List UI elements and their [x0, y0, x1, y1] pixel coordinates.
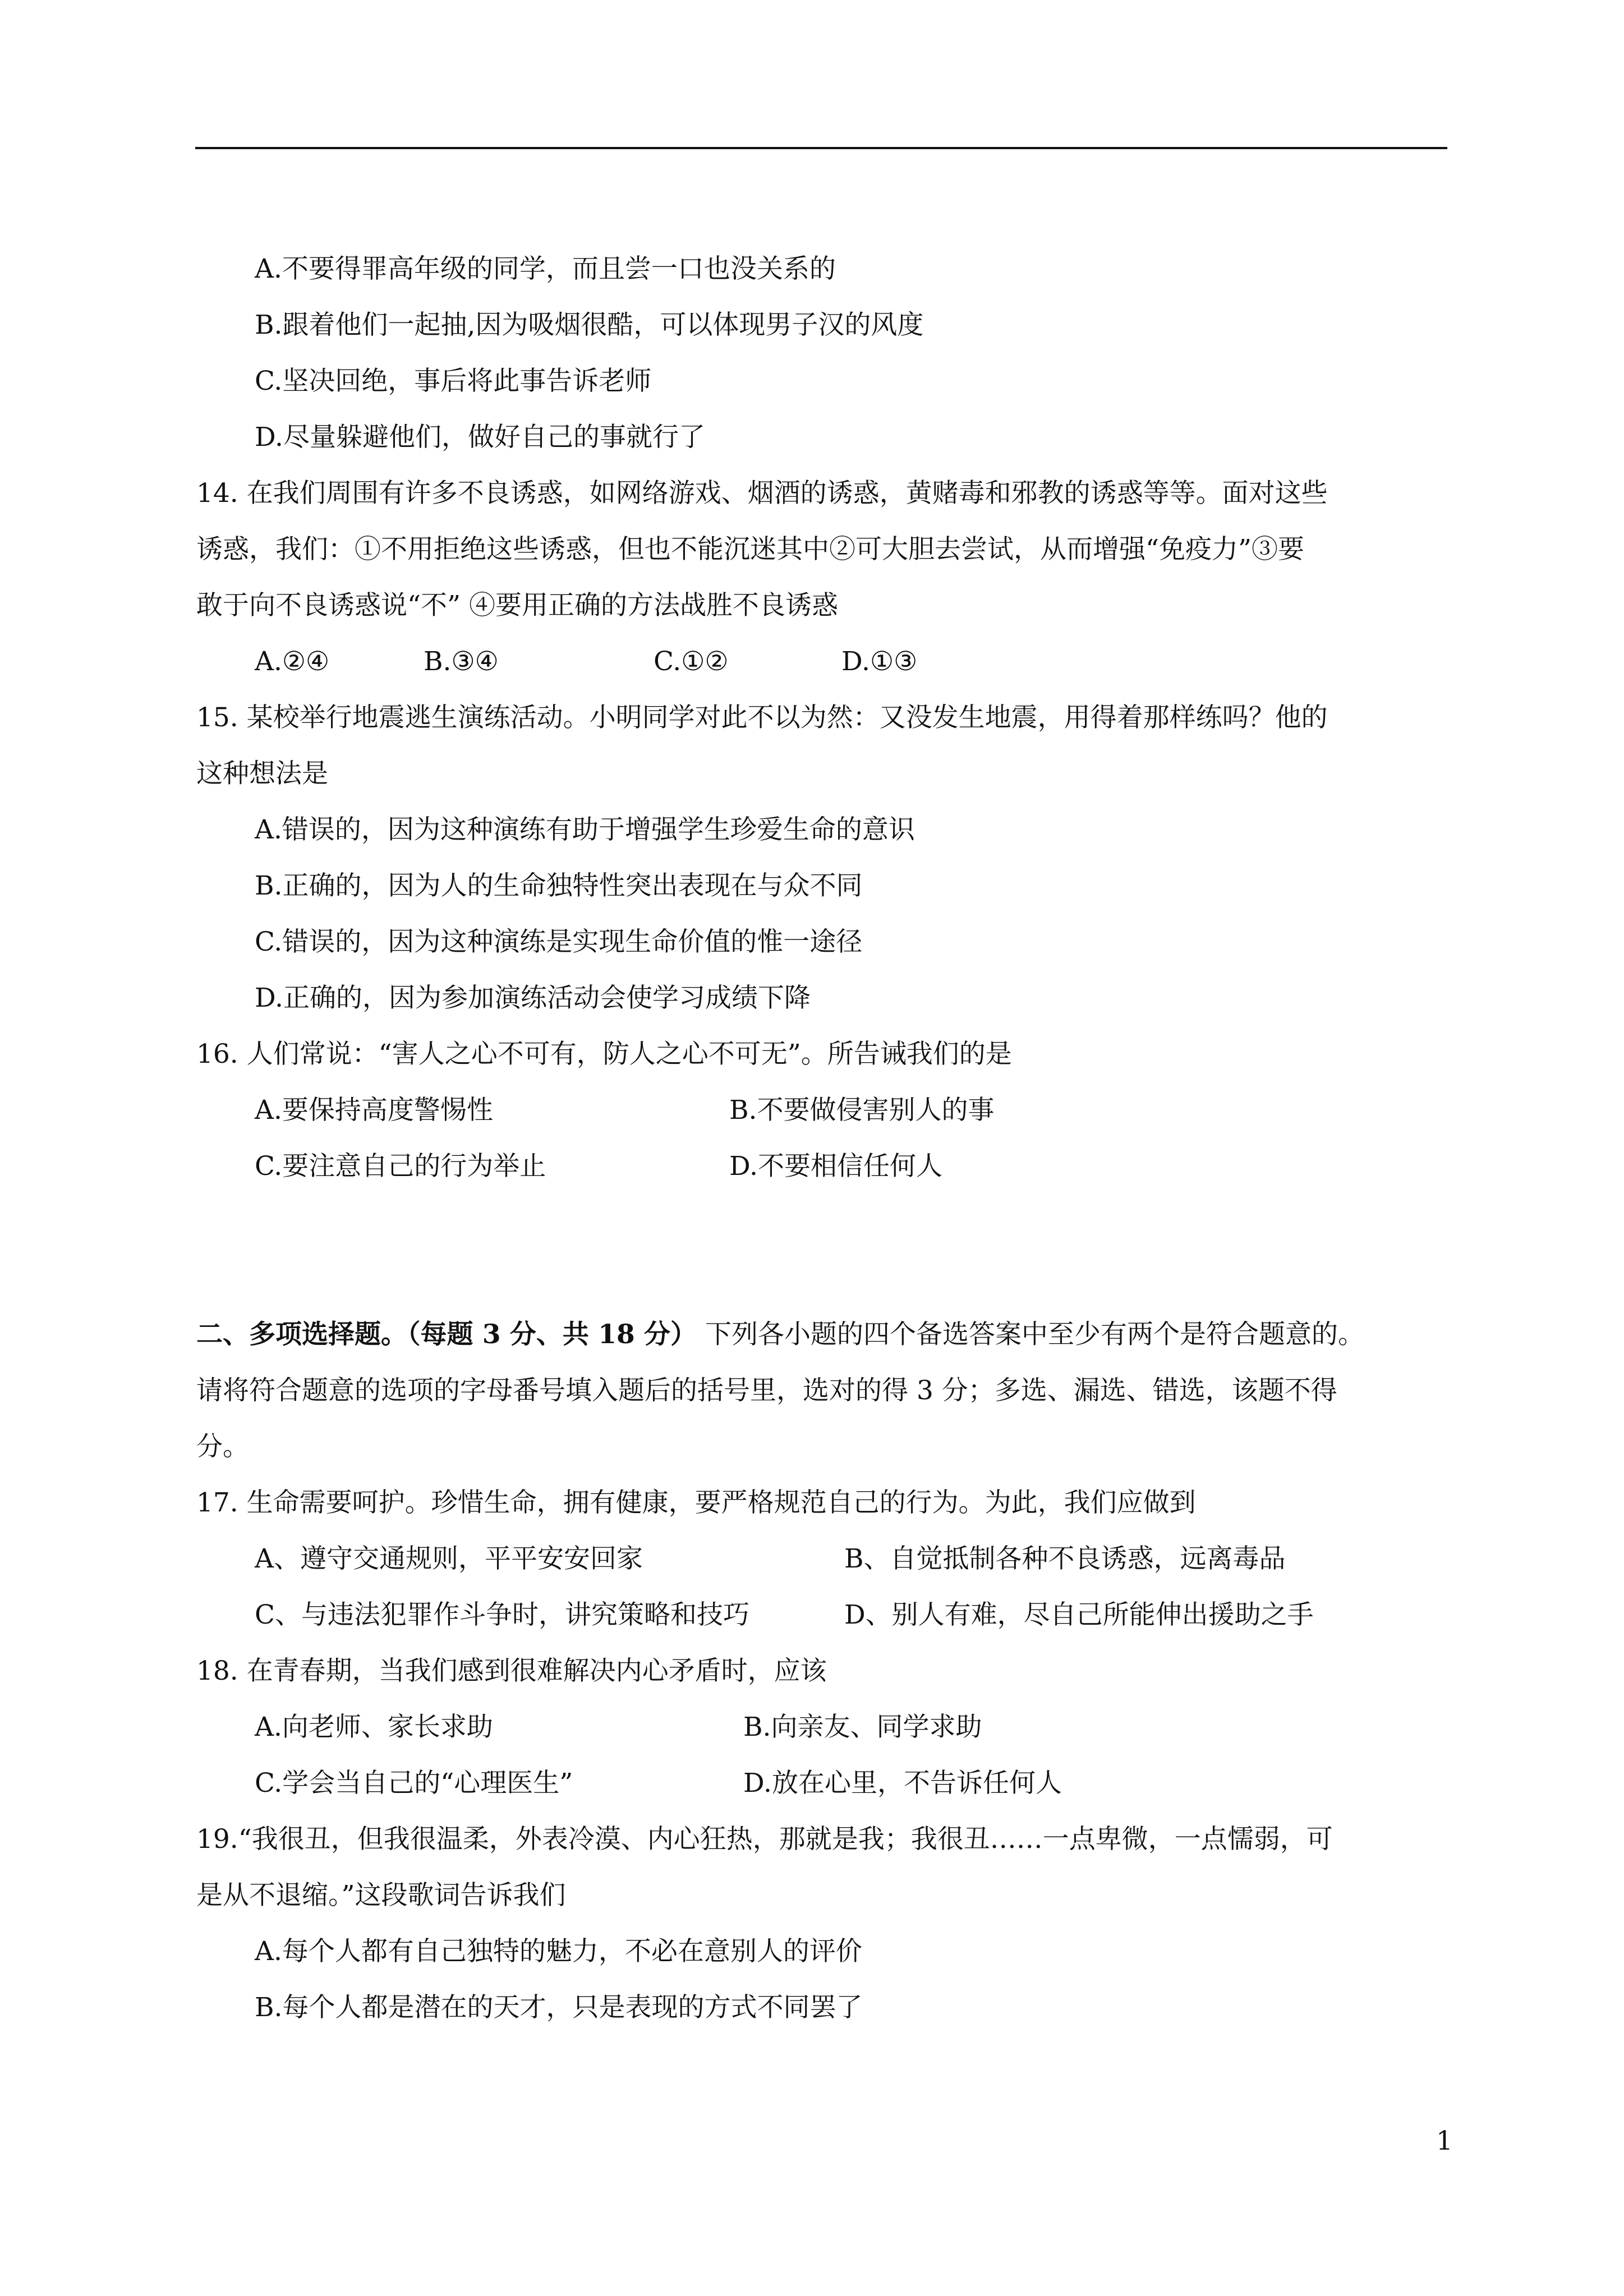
- q15-option-b: B.正确的，因为人的生命独特性突出表现在与众不同: [255, 870, 863, 901]
- header-rule: [195, 147, 1447, 149]
- section2-intro-rest: 下列各小题的四个备选答案中至少有两个是符合题意的。: [697, 1319, 1365, 1350]
- section2-heading: 二、多项选择题。（每题 3 分、共 18 分）: [196, 1319, 697, 1350]
- q14-option-b: B.③④: [424, 646, 499, 677]
- q17-option-d: D、别人有难，尽自己所能伸出援助之手: [844, 1599, 1314, 1630]
- q13-option-b: B.跟着他们一起抽,因为吸烟很酷，可以体现男子汉的风度: [255, 310, 924, 340]
- q19-stem-line2: 是从不退缩。”这段歌词告诉我们: [196, 1880, 566, 1911]
- q15-stem-line2: 这种想法是: [196, 758, 328, 789]
- q19-option-b: B.每个人都是潜在的天才，只是表现的方式不同罢了: [255, 1992, 863, 2023]
- q18-option-b: B.向亲友、同学求助: [743, 1712, 982, 1742]
- q17-option-c: C、与违法犯罪作斗争时，讲究策略和技巧: [255, 1599, 749, 1630]
- q14-option-d: D.①③: [841, 646, 918, 677]
- q19-option-a: A.每个人都有自己独特的魅力，不必在意别人的评价: [255, 1936, 862, 1967]
- q14-stem-line1: 14. 在我们周围有许多不良诱惑，如网络游戏、烟酒的诱惑，黄赌毒和邪教的诱惑等等。面对这些: [196, 478, 1328, 509]
- section2-intro-line1: [196, 1318, 1364, 1352]
- q18-option-d: D.放在心里，不告诉任何人: [743, 1768, 1062, 1799]
- q16-option-a: A.要保持高度警惕性: [255, 1095, 493, 1126]
- q16-option-d: D.不要相信任何人: [729, 1151, 942, 1182]
- page-number: 1: [1436, 2126, 1453, 2156]
- section2-intro-line3: 分。: [196, 1431, 249, 1462]
- q17-option-a: A、遵守交通规则，平平安安回家: [255, 1543, 643, 1574]
- q14-stem-line2: 诱惑，我们：①不用拒绝这些诱惑，但也不能沉迷其中②可大胆去尝试，从而增强“免疫力”③要: [196, 534, 1305, 565]
- q14-option-c: C.①②: [654, 646, 729, 677]
- q19-stem-line1: 19.“我很丑，但我很温柔，外表冷漠、内心狂热，那就是我；我很丑……一点卑微，一点懦弱，可: [196, 1824, 1333, 1855]
- q13-option-d: D.尽量躲避他们，做好自己的事就行了: [255, 422, 705, 453]
- q16-option-b: B.不要做侵害别人的事: [729, 1095, 995, 1126]
- q18-option-a: A.向老师、家长求助: [255, 1712, 493, 1742]
- q15-option-d: D.正确的，因为参加演练活动会使学习成绩下降: [255, 983, 811, 1013]
- section2-intro-line2: 请将符合题意的选项的字母番号填入题后的括号里，选对的得 3 分；多选、漏选、错选，该题不得: [196, 1375, 1337, 1406]
- q16-stem: 16. 人们常说：“害人之心不可有，防人之心不可无”。所告诫我们的是: [196, 1039, 1012, 1069]
- q14-stem-line3: 敢于向不良诱惑说“不” ④要用正确的方法战胜不良诱惑: [196, 590, 838, 621]
- q17-option-b: B、自觉抵制各种不良诱惑，远离毒品: [844, 1543, 1286, 1574]
- q17-stem: 17. 生命需要呵护。珍惜生命，拥有健康，要严格规范自己的行为。为此，我们应做到: [196, 1487, 1196, 1518]
- q15-stem-line1: 15. 某校举行地震逃生演练活动。小明同学对此不以为然：又没发生地震，用得着那样练吗？他的: [196, 702, 1328, 733]
- q13-option-a: A.不要得罪高年级的同学，而且尝一口也没关系的: [255, 253, 836, 284]
- q16-option-c: C.要注意自己的行为举止: [255, 1151, 546, 1182]
- q13-option-c: C.坚决回绝，事后将此事告诉老师: [255, 366, 652, 397]
- q18-stem: 18. 在青春期，当我们感到很难解决内心矛盾时，应该: [196, 1656, 827, 1686]
- q14-option-a: A.②④: [255, 646, 330, 677]
- q15-option-c: C.错误的，因为这种演练是实现生命价值的惟一途径: [255, 926, 863, 957]
- q15-option-a: A.错误的，因为这种演练有助于增强学生珍爱生命的意识: [255, 814, 915, 845]
- q18-option-c: C.学会当自己的“心理医生”: [255, 1768, 573, 1799]
